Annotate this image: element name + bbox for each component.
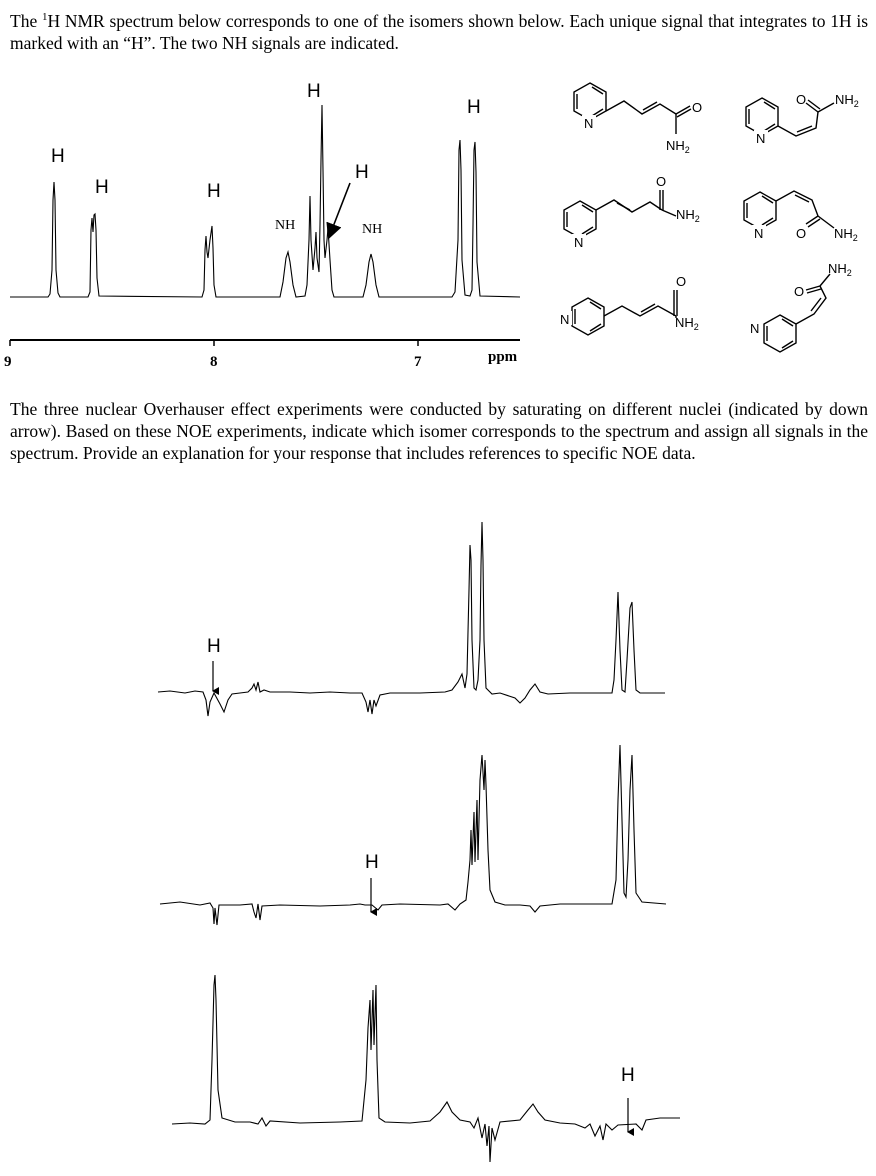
isomer-3-pyridyl-cis bbox=[744, 191, 858, 243]
axis-label-8: 8 bbox=[210, 354, 218, 370]
noe-2-h-label: H bbox=[365, 852, 379, 873]
svg-text:NH2: $NH_2$ bbox=[676, 207, 700, 224]
noe-experiment-3 bbox=[172, 975, 680, 1162]
svg-text:N: N bbox=[750, 321, 760, 336]
svg-text:N: N bbox=[560, 312, 570, 327]
noe-experiment-1 bbox=[158, 522, 665, 716]
svg-text:O: O bbox=[656, 174, 667, 189]
peak-h-label-5: H bbox=[355, 162, 369, 183]
svg-text:N: N bbox=[756, 131, 766, 146]
isomer-2-pyridyl-trans bbox=[574, 83, 702, 155]
question-paragraph: The three nuclear Overhauser effect experiments were conducted by saturating on different nuclei (indicated by down arrow). Based on these NOE experiments, indicate which isomer corresponds to the spectrum and assign all signals in the spectrum. Provide an explanation for your response that includes references to specific NOE data. bbox=[10, 399, 868, 463]
isomer-4-pyridyl-cis bbox=[748, 261, 852, 352]
peak-h-label-4: H bbox=[307, 81, 321, 102]
isomer-2-pyridyl-cis bbox=[746, 92, 859, 146]
svg-text:NH2: $NH_2$ bbox=[675, 315, 699, 332]
nh-label-2: NH bbox=[362, 222, 383, 237]
noe-3-trace bbox=[172, 975, 680, 1162]
axis-label-9: 9 bbox=[4, 354, 12, 370]
svg-text:O: O bbox=[796, 226, 807, 241]
overlap-arrow bbox=[331, 183, 350, 232]
noe-experiment-2 bbox=[160, 745, 666, 925]
axis-label-7: 7 bbox=[414, 354, 422, 370]
svg-text:NH2: $NH_2$ bbox=[835, 92, 859, 109]
noe-3-h-label: H bbox=[621, 1065, 635, 1086]
peak-h-label-3: H bbox=[207, 181, 221, 202]
svg-text:O: O bbox=[676, 274, 687, 289]
svg-text:O: O bbox=[794, 284, 805, 299]
noe-2-trace bbox=[160, 745, 666, 925]
intro-paragraph: The $^1$H NMR spectrum below corresponds to one of the isomers shown below. Each unique signal that integrates to 1H is marked with an “H”. The two NH signals are indicated. bbox=[10, 10, 868, 53]
svg-text:NH2: $NH_2$ bbox=[666, 138, 690, 155]
svg-text:N: N bbox=[574, 235, 584, 250]
isomer-4-pyridyl-trans bbox=[558, 274, 699, 335]
svg-text:N: N bbox=[754, 226, 764, 241]
svg-text:N: N bbox=[584, 116, 594, 131]
svg-text:NH2: $NH_2$ bbox=[828, 261, 852, 278]
nh-label-1: NH bbox=[275, 218, 296, 233]
main-nmr-spectrum bbox=[4, 81, 520, 370]
svg-text:NH2: $NH_2$ bbox=[834, 226, 858, 243]
axis-unit-label: ppm bbox=[488, 349, 518, 365]
noe-1-trace bbox=[158, 522, 665, 716]
svg-text:O: O bbox=[796, 92, 807, 107]
peak-h-label-6: H bbox=[467, 97, 481, 118]
svg-text:O: O bbox=[692, 100, 703, 115]
peak-h-label-1: H bbox=[51, 146, 65, 167]
noe-1-h-label: H bbox=[207, 636, 221, 657]
main-spectrum-trace bbox=[10, 105, 520, 297]
isomer-3-pyridyl-trans bbox=[564, 174, 700, 250]
peak-h-label-2: H bbox=[95, 177, 109, 198]
